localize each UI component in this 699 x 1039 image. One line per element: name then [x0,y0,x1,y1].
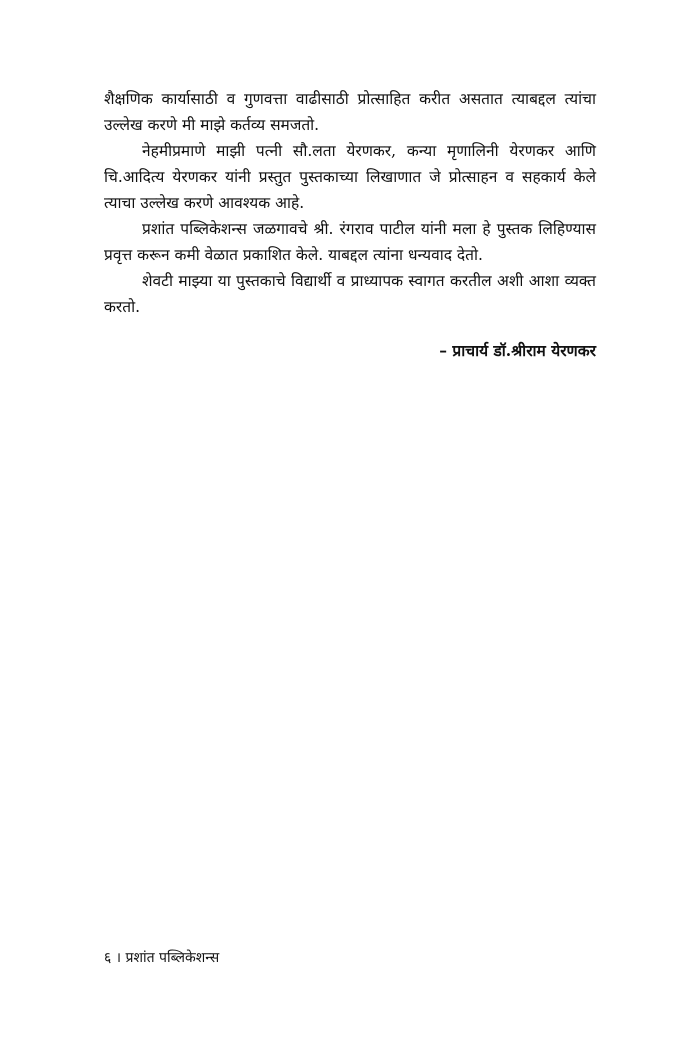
author-signature: – प्राचार्य डॉ.श्रीराम येरणकर [439,341,596,360]
page-body [104,86,596,364]
paragraph-gratitude-continued: शैक्षणिक कार्यासाठी व गुणवत्ता वाढीसाठी प्रोत्साहित करीत असतात त्याबद्दल त्यांचा उल्लेख करणे मी माझे कर्तव्य समजतो. [104,90,596,134]
paragraph-publisher-thanks: प्रशांत पब्लिकेशन्स जळगावचे श्री. रंगराव पाटील यांनी मला हे पुस्तक लिहिण्यास प्रवृत्त करून कमी वेळात प्रकाशित केले. याबद्दल त्यांना धन्यवाद देतो. [104,220,596,264]
page-footer: ६ । प्रशांत पब्लिकेशन्स [104,950,220,966]
paragraph-family-thanks: नेहमीप्रमाणे माझी पत्नी सौ.लता येरणकर, कन्या मृणालिनी येरणकर आणि चि.आदित्य येरणकर यांनी प्रस्तुत पुस्तकाच्या लिखाणात जे प्रोत्साहन व सहकार्य केले त्याचा उल्लेख करणे आवश्यक आहे. [104,142,596,212]
paragraph-closing-hope: शेवटी माझ्या या पुस्तकाचे विद्यार्थी व प्राध्यापक स्वागत करतील अशी आशा व्यक्त करतो. [104,272,596,316]
